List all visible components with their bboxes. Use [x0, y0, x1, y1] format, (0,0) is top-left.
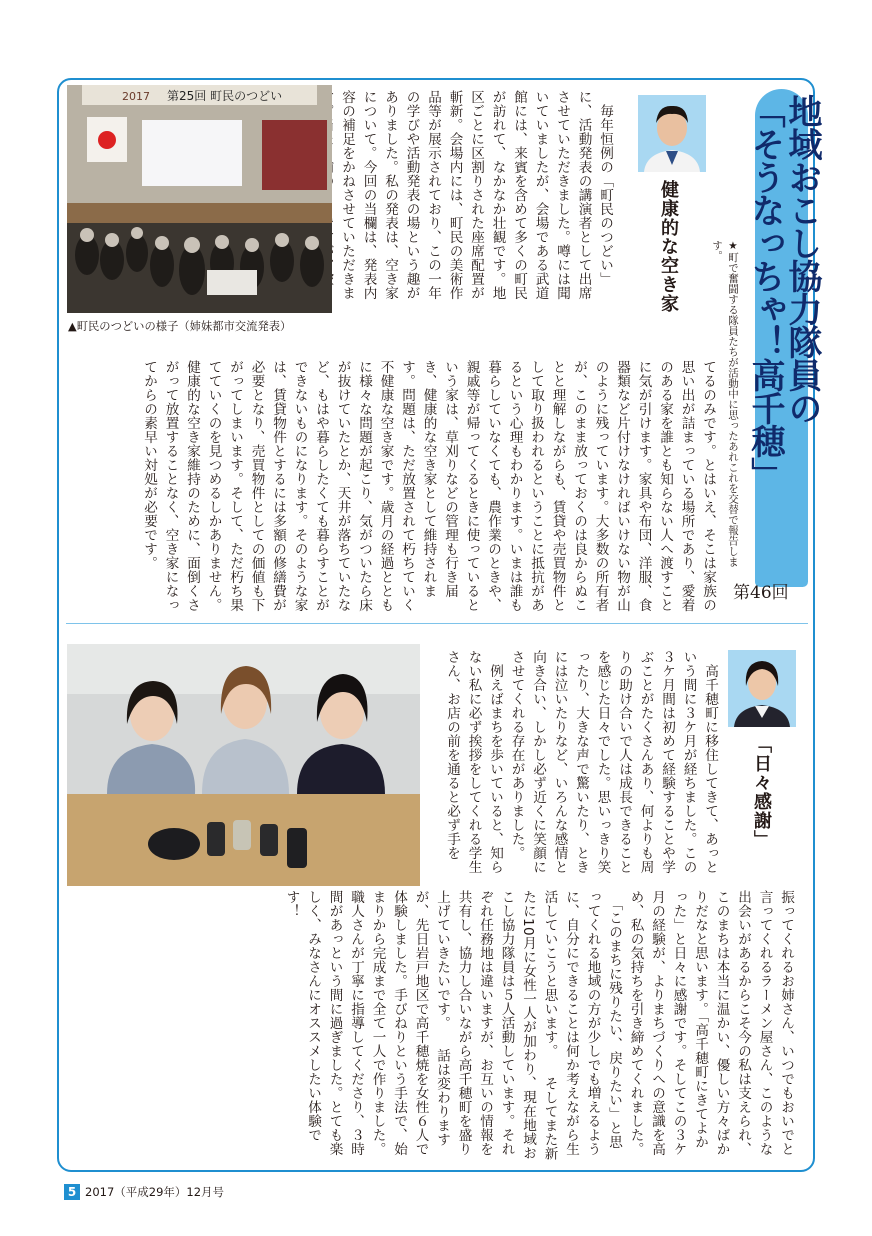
page-footer — [64, 1184, 224, 1200]
photo-caption-1: ▲町民のつどいの様子（姉妹都市交流発表） — [68, 320, 292, 333]
footer-date: 2017（平成29年）12月号 — [85, 1185, 225, 1199]
banner-text-2: 第25回 町民のつどい — [167, 89, 283, 103]
group-photo — [67, 644, 420, 886]
page-subtitle: ★町で奮闘する隊員たちが活動中に思ったあれこれを交替で報告します。 — [711, 240, 739, 567]
page-title — [745, 94, 820, 594]
section-2-heading: 「日々感謝」 — [751, 735, 772, 849]
section-1-text-a: 毎年恒例の「町民のつどい」に、活動発表の講演者として出席させていただきました。噂には聞いていましたが、会場である武道館には、来賓を含めて多くの町民が訪れて、なかなか壮観です。地区ごとに区割りされた座席配置が斬新。会場内には、町民の美術作品等が展示されており、この一年の学びや活動発表の場という趣がありました。私の発表は、空き家について。今回の当欄は、発表内容の補足をかねさせていただきま — [339, 90, 613, 300]
section-1-column-b — [335, 90, 615, 312]
issue-number: 第46回 — [733, 583, 789, 603]
title-line-1: 地域おこし協力隊員の — [782, 94, 822, 424]
section-1-column-a — [64, 360, 718, 612]
author-portrait-1 — [638, 95, 706, 172]
section-2-column-a — [432, 650, 720, 884]
page-number: 5 — [64, 1184, 80, 1200]
section-1-heading: 健康的な空き家 — [658, 180, 679, 313]
banner-text-1: 2017 — [122, 90, 150, 103]
section-divider — [66, 623, 808, 624]
section-2-text-a: 高千穂町に移住してきて、あっという間に３ケ月が経ちました。この３ケ月間は初めて経験することや学ぶことがたくさんあり、何よりも周りの助け合いで人は成長できることを感じた日々でした。思いっきり笑ったり、大きな声で驚いたり、ときには泣いたりなど、いろんな感情と向き合い、しかし必ず近くに笑顔にさせてくれる存在がありました。 例えばまちを歩いていると、知らない私に必ず挨拶をしてくれる学生さん、お店の前を通ると必ず手を — [444, 650, 718, 874]
title-line-2: 「そうなっちゃ！高千穂」 — [745, 94, 785, 490]
author-portrait-2 — [728, 650, 796, 727]
section-2-text-b: 振ってくれるお姉さん、いつでもおいでと言ってくれるラーメン屋さん、このような出会いがあるからこそ今の私は支えられ、このまちは本当に温かい、優しい方々ばかりだなと思います。「高千穂町にきてよかった」と日々に感謝です。そしてこの３ケ月の経験が、よりまちづくりへの意識を高め、私の気持ちを引き締めてくれました。 「このまちに残りたい、戻りたい」と思ってくれる地域の方が少しでも増えるように、自分にできることは何か考えながら生活していこうと思います。 そしてまた新たに10月に女性一人が加わり、現在地域おこし協力隊員は５人活動しています。それぞれ任務地は違いますが、お互いの情報を共有し、協力し合いながら高千穂町を盛り上げていきたいです。 話は変わりますが、先日岩戸地区で高千穂焼を女性６人で体験しました。手びねりという手法で、始まりから完成まで全て一人で作りました。職人さんが丁寧に指導してくださり、３時間があっという間に過ぎました。とても楽しく、みなさんにオススメしたい体験です！ — [283, 890, 794, 1161]
section-2-column-b — [140, 890, 796, 1162]
section-1-text-b: てるのみです。とはいえ、そこは家族の思い出が詰まっている場所であり、愛着のある家を誰とも知らない人へ渡すことに気が引けます。家具や布団、洋服、食器類など片付けなければいけない物が山のように残っています。大多数の所有者が、このまま放っておくのは良からぬことと理解しながらも、賃貸や売買物件として取り扱われるということに抵抗があるという心理もわかります。いまは誰も暮らしていなくても、農作業のときや、親戚等が帰ってくるときに使っているという家は、草刈りなどの管理も行き届き、健康的な空き家として維持されます。問題は、ただ放置されて朽ちていく不健康な空き家です。歳月の経過とともに様々な問題が起こり、気がついたら床が抜けていたとか、天井が落ちていたなど、もはや暮らしたくても暮らすことができないものになります。そのような家は、賃貸物件とするには多額の修繕費が必要となり、売買物件としての価値も下がってしまいます。そして、ただ朽ち果てていくのを見つめるしかありません。健康的な空き家維持のために、面倒くさがって放置することなく、空き家になってからの素早い対処が必要です。 — [141, 360, 716, 612]
event-photo — [67, 85, 332, 313]
